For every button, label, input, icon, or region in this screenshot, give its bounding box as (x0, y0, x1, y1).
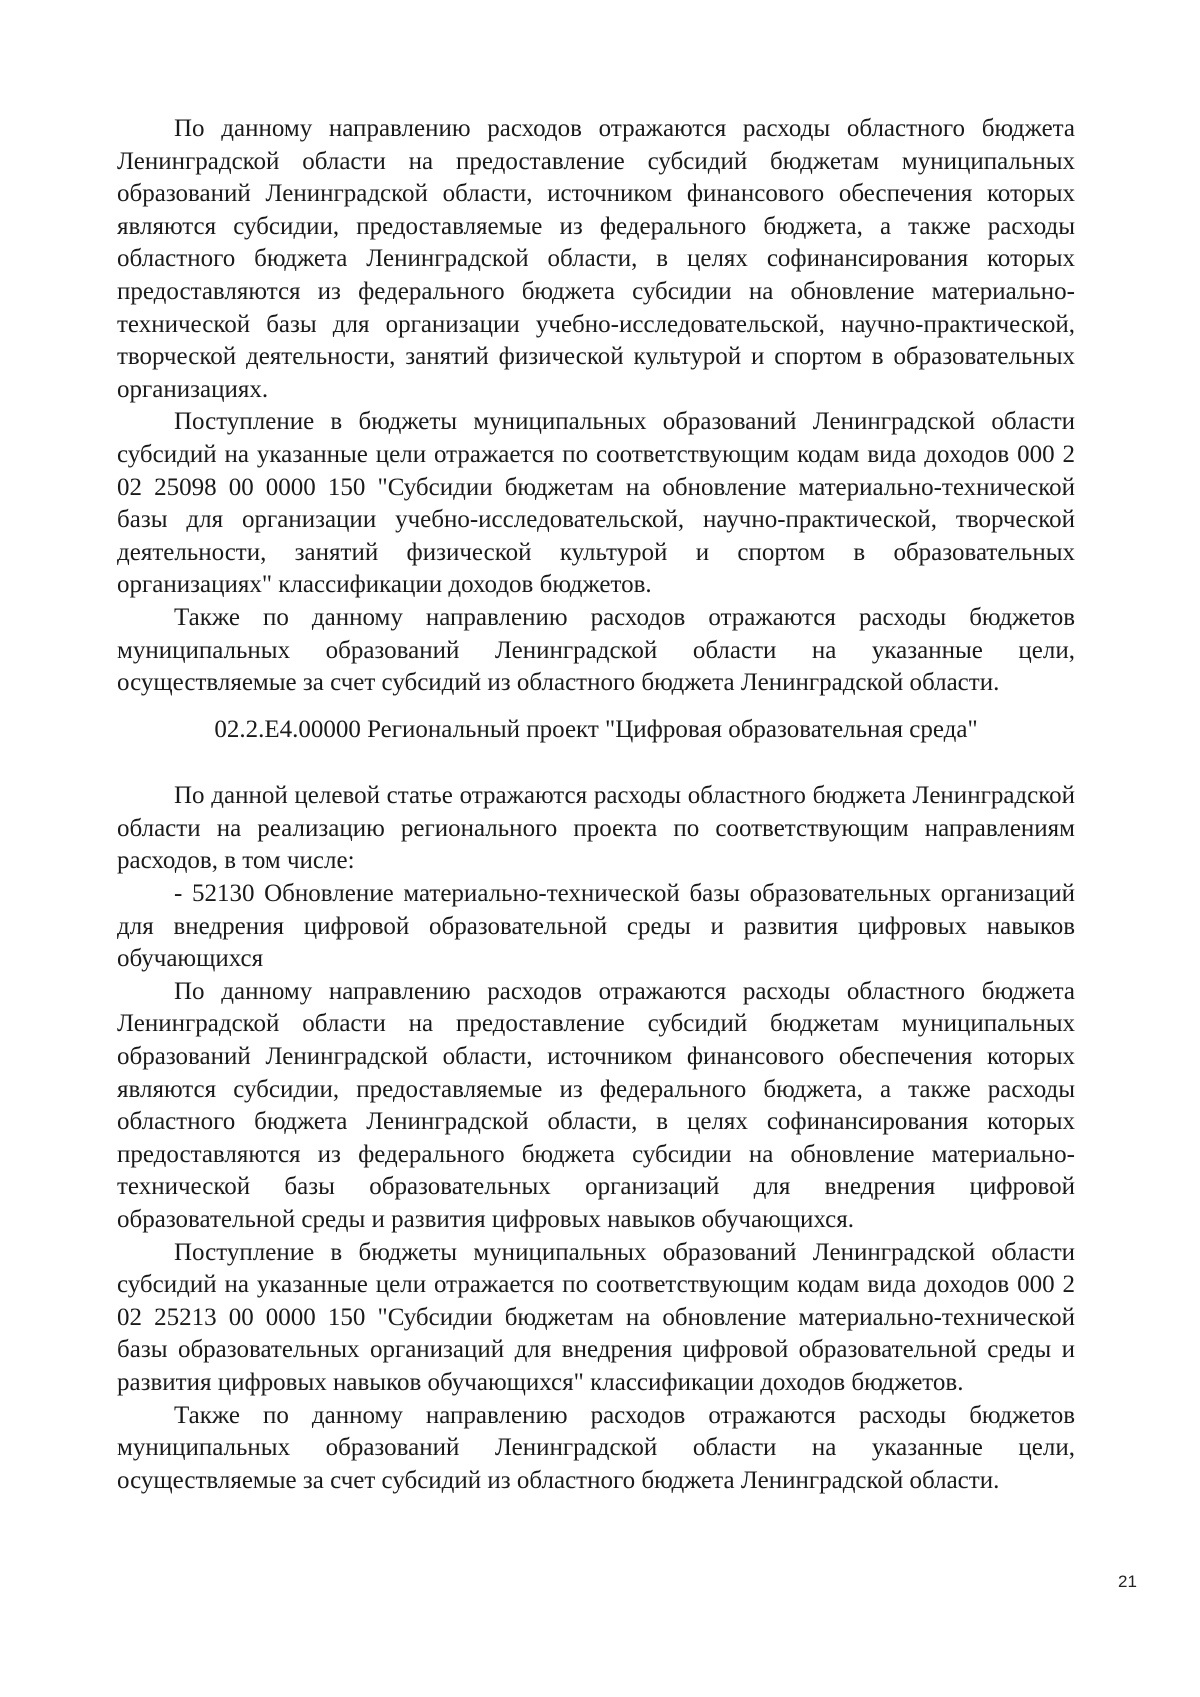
paragraph-municipal-expenses: Также по данному направлению расходов отражаются расходы бюджетов муниципальных образований Ленинградской области на указанные цели, осуществляемые за счет субсидий из областного бюджета Ленинградской области. (117, 603, 1075, 697)
page-body (117, 113, 1075, 1497)
paragraph-subsidies-description: По данному направлению расходов отражаются расходы областного бюджета Ленинградской области на предоставление субсидий бюджетам муниципальных образований Ленинградской области, источником финансового обеспечения которых являются субсидии, предоставляемые из федерального бюджета, а также расходы областного бюджета Ленинградской области, в целях софинансирования которых предоставляются из федерального бюджета субсидии на обновление материально-технической базы для организации учебно-исследовательской, научно-практической, творческой деятельности, занятий физической культурой и спортом в образовательных организациях. (117, 115, 1075, 403)
paragraph-subsidies-description-2: По данному направлению расходов отражаются расходы областного бюджета Ленинградской области на предоставление субсидий бюджетам муниципальных образований Ленинградской области, источником финансового обеспечения которых являются субсидии, предоставляемые из федерального бюджета, а также расходы областного бюджета Ленинградской области, в целях софинансирования которых предоставляются из федерального бюджета субсидии на обновление материально-технической базы образовательных организаций для внедрения цифровой образовательной среды и развития цифровых навыков обучающихся. (117, 977, 1075, 1233)
paragraph-target-article: По данной целевой статье отражаются расходы областного бюджета Ленинградской области на реализацию регионального проекта по соответствующим направлениям расходов, в том числе: (117, 782, 1075, 875)
paragraph-municipal-expenses-2: Также по данному направлению расходов отражаются расходы бюджетов муниципальных образований Ленинградской области на указанные цели, осуществляемые за счет субсидий из областного бюджета Ленинградской области. (117, 1401, 1075, 1494)
list-item-52130: - 52130 Обновление материально-технической базы образовательных организаций для внедрения цифровой образовательной среды и развития цифровых навыков обучающихся (117, 880, 1075, 973)
page-number: 21 (1118, 1572, 1137, 1591)
section-heading-digital-environment: 02.2.E4.00000 Региональный проект "Цифровая образовательная среда" (214, 715, 978, 743)
paragraph-revenue-code-25213: Поступление в бюджеты муниципальных образований Ленинградской области субсидий на указанные цели отражается по соответствующим кодам вида доходов 000 2 02 25213 00 0000 150 "Субсидии бюджетам на обновление материально-технической базы образовательных организаций для внедрения цифровой образовательной среды и развития цифровых навыков обучающихся" классификации доходов бюджетов. (117, 1238, 1075, 1396)
paragraph-revenue-code-25098: Поступление в бюджеты муниципальных образований Ленинградской области субсидий на указанные цели отражается по соответствующим кодам вида доходов 000 2 02 25098 00 0000 150 "Субсидии бюджетам на обновление материально-технической базы для организации учебно-исследовательской, научно-практической, творческой деятельности, занятий физической культурой и спортом в образовательных организациях" классификации доходов бюджетов. (117, 408, 1075, 599)
